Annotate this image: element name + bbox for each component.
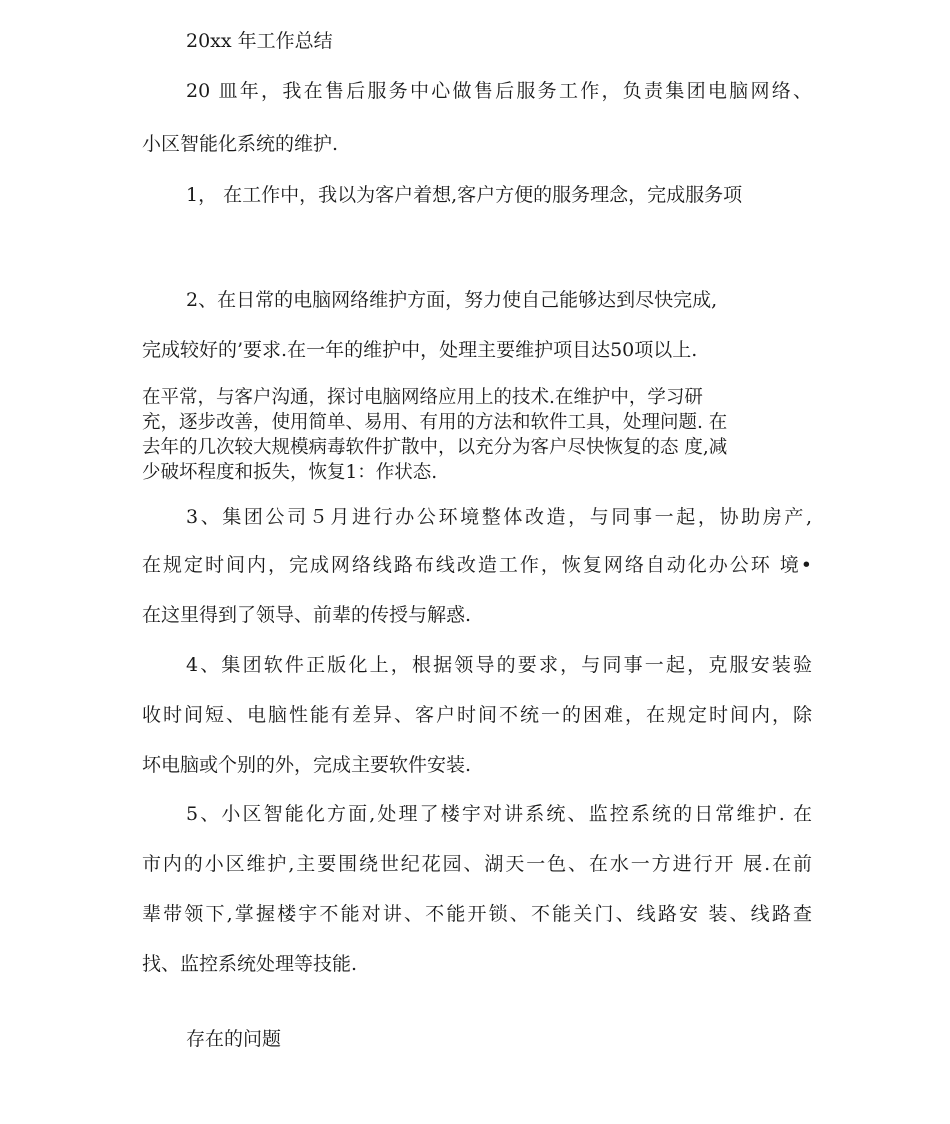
paragraph-item1-line-1: 1， 在工作中，我以为客户着想,客户方便的服务理念，完成服务项 xyxy=(186,184,743,206)
paragraph-item5-line-2: 市内的小区维护,主要围绕世纪花园、湖天一色、在水一方进行开 展.在前 xyxy=(142,853,812,875)
paragraph-item2-cont-line-1: 在平常，与客户沟通，探讨电脑网络应用上的技术.在维护中，学习研 xyxy=(142,387,703,408)
paragraph-intro-line-1: 20 皿年，我在售后服务中心做售后服务工作，负责集团电脑网络、 xyxy=(186,80,812,102)
document-title: 20xx 年工作总结 xyxy=(186,30,333,52)
paragraph-item4-line-1: 4、集团软件正版化上，根据领导的要求，与同事一起，克服安装验 xyxy=(186,654,812,676)
section-heading-problems: 存在的问题 xyxy=(186,1028,282,1050)
paragraph-item4-line-2: 收时间短、电脑性能有差异、客户时间不统一的困难，在规定时间内，除 xyxy=(142,704,812,726)
paragraph-item2-line-1: 2、在日常的电脑网络维护方面，努力使自己能够达到尽快完成, xyxy=(186,289,718,311)
paragraph-item3-line-3: 在这里得到了领导、前辈的传授与解惑. xyxy=(142,604,472,626)
paragraph-item3-line-1: 3、集团公司５月进行办公环境整体改造，与同事一起，协助房产, xyxy=(186,506,812,528)
paragraph-item5-line-1: 5、小区智能化方面,处理了楼宇对讲系统、监控系统的日常维护. 在 xyxy=(186,803,812,825)
paragraph-item2-cont-line-2: 充，逐步改善，使用简单、易用、有用的方法和软件工具，处理问题. 在 xyxy=(142,412,728,433)
paragraph-item3-line-2: 在规定时间内，完成网络线路布线改造工作，恢复网络自动化办公环 境• xyxy=(142,554,812,576)
paragraph-item4-line-3: 坏电脑或个别的外，完成主要软件安装. xyxy=(142,754,472,776)
paragraph-item2-line-2: 完成较好的’要求.在一年的维护中，处理主要维护项目达50项以上. xyxy=(142,339,698,361)
paragraph-item5-line-3: 辈带领下,掌握楼宇不能对讲、不能开锁、不能关门、线路安 装、线路查 xyxy=(142,903,812,925)
paragraph-item2-cont-line-3: 去年的几次较大规模病毒软件扩散中，以充分为客户尽快恢复的态 度,减 xyxy=(142,437,728,458)
paragraph-intro-line-2: 小区智能化系统的维护. xyxy=(142,133,339,155)
paragraph-item2-cont-line-4: 少破坏程度和扳失，恢复1：作状态. xyxy=(142,462,438,483)
paragraph-item5-line-4: 找、监控系统处理等技能. xyxy=(142,953,358,975)
